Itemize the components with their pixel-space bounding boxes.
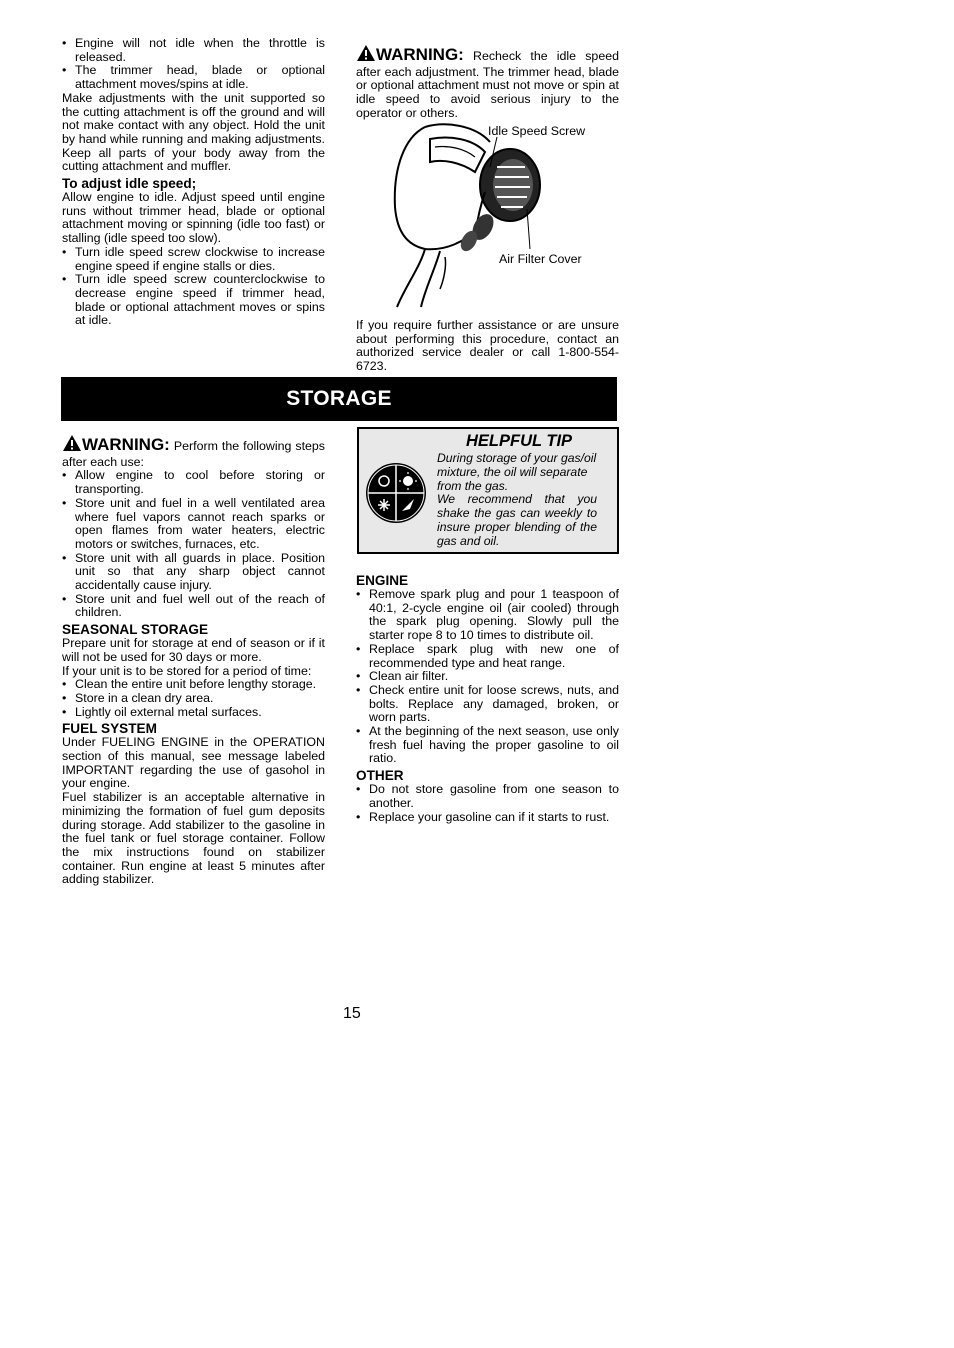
fuel-system-heading: FUEL SYSTEM — [62, 721, 157, 737]
warning-triangle-icon — [356, 44, 376, 66]
fuel-paragraph-2: Fuel stabilizer is an acceptable alternative in minimizing the formation of fuel gum deposits during storage. Add stabilizer to the gasoline in the fuel tank or fuel storage container. Follow the mix instructions found on stabilizer container. Run engine at least 5 minutes after adding stabilizer. — [62, 790, 325, 887]
helpful-tip-text — [437, 452, 597, 549]
left-top-column — [62, 37, 325, 328]
page-number: 15 — [343, 1005, 361, 1022]
helpful-tip-title: HELPFUL TIP — [466, 432, 573, 450]
intro-bullets — [62, 37, 325, 92]
list-item: • Allow engine to cool before storing or transporting. — [62, 469, 325, 496]
idle-paragraph: Allow engine to idle. Adjust speed until engine runs without trimmer head, blade or optional attachment moving or spinning (idle too fast) or stalling (idle speed too slow). — [62, 190, 325, 246]
warning-text: Recheck the idle speed after each adjustment. The trimmer head, blade or optional attachment must not move or spin at idle speed to avoid serious injury to the operator or others. — [356, 49, 619, 120]
warning-label: WARNING: — [376, 45, 464, 64]
page-title: STORAGE — [286, 387, 392, 410]
list-item: • Turn idle speed screw counterclockwise to decrease engine speed if trimmer head, blade or optional attachment moves or spins at idle. — [62, 273, 325, 328]
idle-bullets — [62, 246, 325, 328]
list-item: • Store in a clean dry area. — [62, 692, 325, 706]
idle-heading: To adjust idle speed; — [62, 176, 197, 192]
assist-paragraph: If you require further assistance or are unsure about performing this procedure, contact an authorized service dealer or call 1-800-554-6723. — [356, 318, 619, 374]
idle-speed-screw-label: Idle Speed Screw — [488, 124, 586, 138]
list-item: • Store unit with all guards in place. Position unit so that any sharp object cannot accidentally cause injury. — [62, 552, 325, 593]
storage-banner — [61, 377, 617, 421]
list-item: • Store unit and fuel in a well ventilated area where fuel vapors cannot reach sparks or open flames from water heaters, electric motors or switches, furnaces, etc. — [62, 497, 325, 552]
helpful-tip-box — [357, 427, 619, 554]
right-top-warning — [356, 44, 619, 121]
list-item: • Clean air filter. — [356, 670, 619, 684]
engine-heading: ENGINE — [356, 573, 409, 588]
list-item: • Engine will not idle when the throttle is released. — [62, 37, 325, 64]
list-item: • Store unit and fuel well out of the reach of children. — [62, 593, 325, 620]
storage-left-column — [62, 434, 325, 887]
list-item: • Lightly oil external metal surfaces. — [62, 706, 325, 720]
storage-right-column — [356, 571, 619, 824]
list-item: • Replace your gasoline can if it starts to rust. — [356, 811, 619, 825]
air-filter-cover-label: Air Filter Cover — [499, 252, 582, 266]
tip-paragraph: During storage of your gas/oil mixture, the oil will separate from the gas. — [437, 451, 597, 493]
engine-bullets — [356, 588, 619, 766]
list-item: • Turn idle speed screw clockwise to increase engine speed if engine stalls or dies. — [62, 246, 325, 273]
warning-text: Perform the following steps after each use: — [62, 439, 325, 469]
seasonal-storage-heading: SEASONAL STORAGE — [62, 622, 209, 638]
warning-label: WARNING: — [82, 435, 170, 454]
fuel-paragraph: Under FUELING ENGINE in the OPERATION section of this manual, see message labeled IMPORTANT regarding the use of gasohol in your engine. — [62, 735, 325, 791]
list-item: • Check entire unit for loose screws, nuts, and bolts. Replace any damaged, broken, or worn parts. — [356, 684, 619, 725]
tip-paragraph-2: We recommend that you shake the gas can weekly to insure proper blending of the gas and oil. — [437, 492, 597, 548]
other-bullets — [356, 783, 619, 824]
seasonal-paragraph: Prepare unit for storage at end of season or if it will not be used for 30 days or more. — [62, 636, 325, 664]
list-item: • Remove spark plug and pour 1 teaspoon of 40:1, 2-cycle engine oil (air cooled) through the spark plug opening. Slowly pull the starter rope 8 to 10 times to distribute oil. — [356, 588, 619, 643]
list-item: • Replace spark plug with new one of recommended type and heat range. — [356, 643, 619, 670]
seasonal-paragraph-2: If your unit is to be stored for a period of time: — [62, 663, 312, 678]
other-heading: OTHER — [356, 768, 404, 784]
list-item: • Clean the entire unit before lengthy storage. — [62, 678, 325, 692]
warning-triangle-icon — [62, 434, 82, 456]
seasonal-bullets — [62, 678, 325, 719]
trimmer-engine-illustration — [385, 117, 555, 314]
seasons-icon — [364, 461, 428, 530]
list-item: • Do not store gasoline from one season to another. — [356, 783, 619, 810]
list-item: • The trimmer head, blade or optional attachment moves/spins at idle. — [62, 64, 325, 91]
warning-bullets — [62, 469, 325, 620]
list-item: • At the beginning of the next season, use only fresh fuel having the proper gasoline to oil ratio. — [356, 725, 619, 766]
assist-block — [356, 319, 619, 374]
adjust-paragraph: Make adjustments with the unit supported so the cutting attachment is off the ground and will not make contact with any object. Hold the unit by hand while running and making adjustments. Keep all parts of your body away from the cutting attachment and muffler. — [62, 90, 325, 174]
